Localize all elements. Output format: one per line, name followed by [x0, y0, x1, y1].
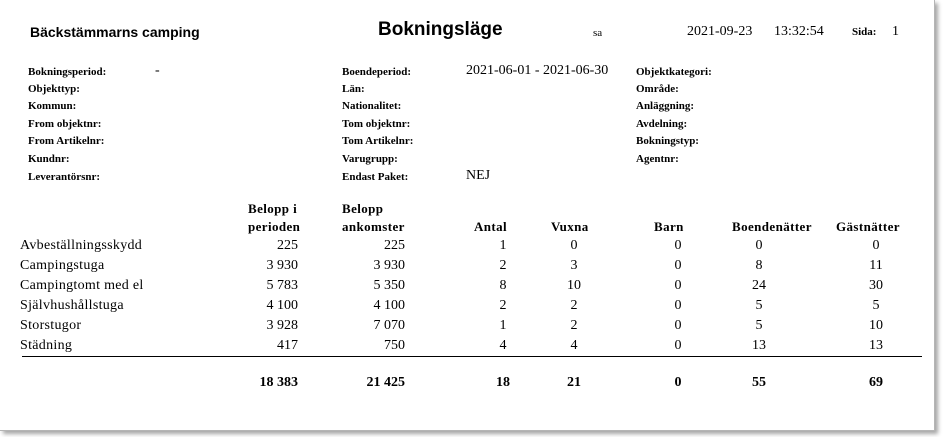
row-name: Avbeställningsskydd — [20, 238, 143, 253]
total-cell: 21 425 — [366, 375, 405, 390]
page-number: 1 — [892, 24, 899, 39]
table-cell: 13 — [869, 338, 883, 353]
column-header: Gästnätter — [836, 219, 900, 234]
table-cell: 4 — [570, 338, 578, 353]
filter-label: Objekttyp: — [28, 83, 80, 95]
column-header: Belopp ankomster — [342, 201, 405, 234]
filter-label: Avdelning: — [636, 118, 688, 130]
table-cell: 5 350 — [373, 278, 405, 293]
total-cell: 21 — [567, 375, 581, 390]
table-cell: 4 100 — [266, 298, 298, 313]
table-cell: 3 930 — [266, 258, 298, 273]
table-cell: 30 — [869, 278, 883, 293]
row-name: Städning — [20, 338, 73, 353]
table-cell: 0 — [872, 238, 880, 253]
filter-label: Boendeperiod: — [342, 66, 412, 78]
user-name: sa — [593, 27, 603, 39]
table-cell: 0 — [570, 238, 578, 253]
row-name: Storstugor — [20, 318, 82, 333]
table-cell: 0 — [674, 238, 682, 253]
total-cell: 18 383 — [259, 375, 298, 390]
table-cell: 3 — [570, 258, 578, 273]
filter-label: Anläggning: — [636, 100, 695, 112]
print-date: 2021-09-23 — [687, 24, 753, 39]
table-cell: 225 — [384, 238, 405, 253]
total-cell: 69 — [869, 375, 883, 390]
filter-value: - — [155, 63, 160, 78]
total-cell: 18 — [496, 375, 510, 390]
row-name: Campingstuga — [20, 258, 105, 273]
table-cell: 1 — [499, 318, 507, 333]
column-header: Barn — [654, 219, 684, 234]
page-label: Sida: — [852, 26, 877, 38]
table-cell: 225 — [277, 238, 298, 253]
table-cell: 0 — [674, 258, 682, 273]
table-cell: 10 — [869, 318, 883, 333]
table-cell: 4 100 — [373, 298, 405, 313]
row-name: Självhushållstuga — [20, 298, 124, 313]
print-time: 13:32:54 — [774, 24, 824, 39]
table-cell: 0 — [674, 338, 682, 353]
table-cell: 10 — [567, 278, 581, 293]
table-cell: 0 — [674, 278, 682, 293]
filter-label: Län: — [342, 83, 365, 95]
table-cell: 11 — [869, 258, 883, 273]
table-cell: 0 — [755, 238, 763, 253]
table-cell: 750 — [384, 338, 405, 353]
filter-label: Agentnr: — [636, 153, 679, 165]
filter-value: NEJ — [466, 168, 491, 183]
total-cell: 55 — [752, 375, 766, 390]
table-cell: 1 — [499, 238, 507, 253]
table-cell: 2 — [499, 298, 507, 313]
column-header: Vuxna — [551, 219, 589, 234]
filter-label: Kommun: — [28, 100, 77, 112]
table-cell: 5 — [872, 298, 880, 313]
table-cell: 2 — [570, 298, 578, 313]
table-cell: 8 — [755, 258, 763, 273]
filter-label: Varugrupp: — [342, 153, 398, 165]
table-cell: 2 — [570, 318, 578, 333]
filter-label: Leverantörsnr: — [28, 171, 101, 183]
table-cell: 24 — [752, 278, 766, 293]
table-cell: 3 930 — [373, 258, 405, 273]
filter-label: Objektkategori: — [636, 66, 712, 78]
table-cell: 417 — [277, 338, 298, 353]
table-cell: 4 — [499, 338, 507, 353]
table-cell: 0 — [674, 318, 682, 333]
table-cell: 13 — [752, 338, 766, 353]
filter-label: Endast Paket: — [342, 171, 409, 183]
filter-label: Bokningsperiod: — [28, 66, 107, 78]
table-cell: 3 928 — [266, 318, 298, 333]
filter-label: Bokningstyp: — [636, 135, 699, 147]
row-name: Campingtomt med el — [20, 278, 144, 293]
filter-label: Tom Artikelnr: — [342, 135, 414, 147]
table-cell: 2 — [499, 258, 507, 273]
total-divider — [22, 356, 922, 357]
table-cell: 8 — [499, 278, 507, 293]
table-cell: 5 — [755, 298, 763, 313]
column-header: Boendenätter — [732, 219, 812, 234]
total-cell: 0 — [674, 375, 682, 390]
filter-label: Tom objektnr: — [342, 118, 411, 130]
column-header: Belopp i perioden — [248, 201, 301, 234]
filter-label: Kundnr: — [28, 153, 70, 165]
report-title: Bokningsläge — [378, 19, 503, 40]
filter-label: From Artikelnr: — [28, 135, 105, 147]
company-name: Bäckstämmarns camping — [30, 24, 200, 40]
table-cell: 0 — [674, 298, 682, 313]
column-header: Antal — [474, 219, 508, 234]
filter-value: 2021-06-01 - 2021-06-30 — [466, 63, 609, 78]
filter-label: Nationalitet: — [342, 100, 402, 112]
table-cell: 5 783 — [266, 278, 298, 293]
table-cell: 7 070 — [373, 318, 405, 333]
filter-label: Område: — [636, 83, 679, 95]
table-cell: 5 — [755, 318, 763, 333]
filter-label: From objektnr: — [28, 118, 102, 130]
